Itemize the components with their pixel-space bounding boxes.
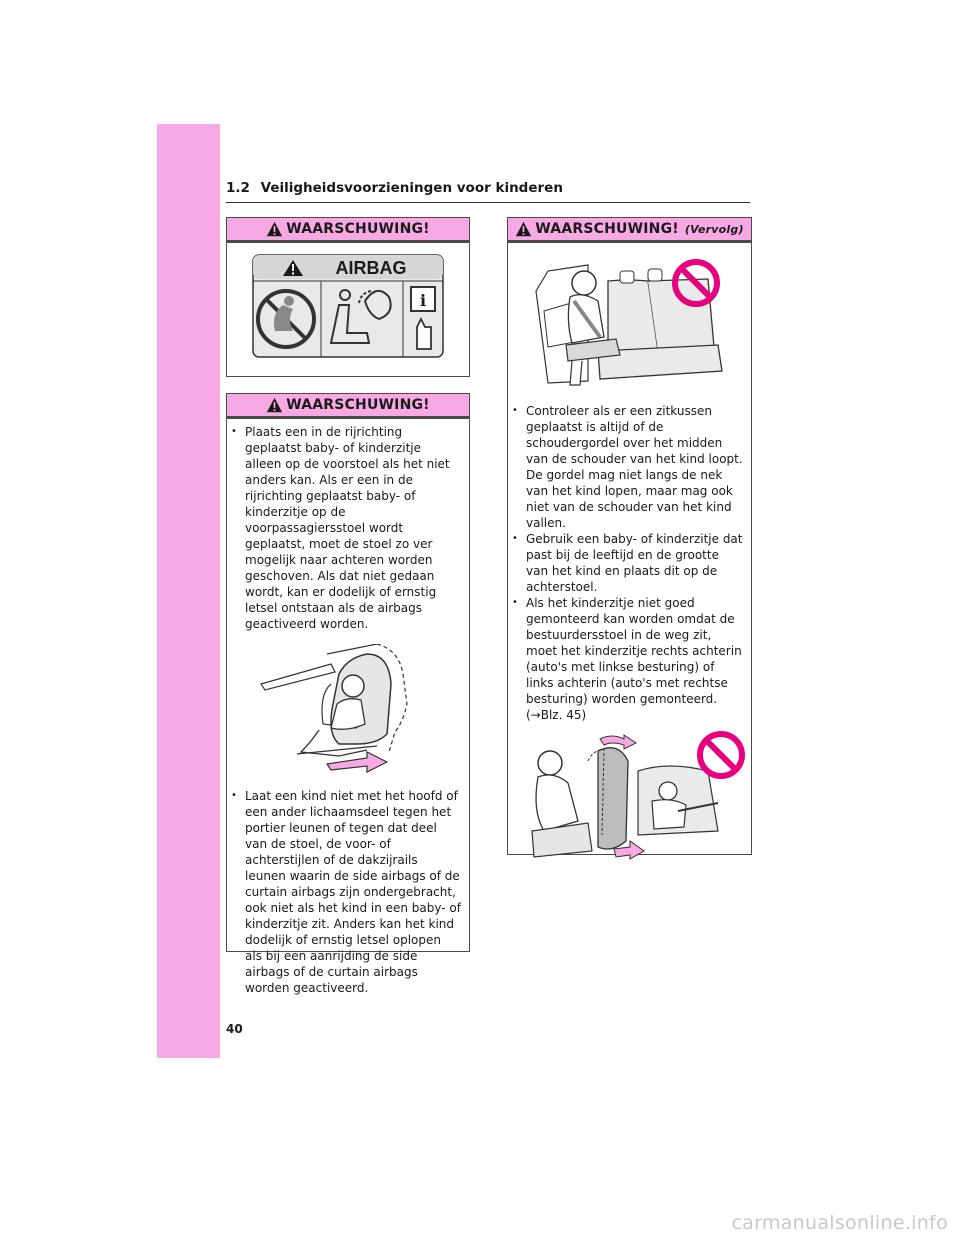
warning-triangle-icon [266,221,283,238]
warning-box-airbag [226,217,470,377]
list-item [510,595,743,723]
section-number: 1.2 [226,180,250,196]
svg-text:i: i [419,291,427,310]
booster-seat-illustration [508,251,751,391]
list-item [510,531,743,595]
warning-box-continued [507,217,752,855]
warning-triangle-icon [266,397,283,414]
section-header [226,180,750,203]
list-item [510,403,743,531]
continued-label: (Vervolg) [684,222,744,236]
bullet-text: • Laat een kind niet met het hoofd of een ander lichaamsdeel tegen het portier leunen of tegen dat deel van de stoel, de voor- of achterstijlen of de dakzijrails leunen waarin de side airbags of de curtain airbags zijn ondergebracht, ook niet als het kind in een baby- of kinderzitje zit. Anders kan het kind dodelijk of ernstig letsel oplopen als bij een aanrijding de side airbags of de curtain airbags worden geactiveerd. [245,789,461,995]
bullet-text: • Gebruik een baby- of kinderzitje dat past bij de leeftijd en de grootte van het kind en plaats dit op de achterstoel. [526,532,743,594]
watermark: carmanualsonline.info [731,1212,948,1234]
chapter-side-tab [157,124,220,1058]
bullet-text: • Als het kinderzitje niet goed gemonteerd kan worden omdat de bestuurdersstoel in de weg zit, moet het kinderzitje rechts achterin (auto's met linkse besturing) of links achterin (auto's met rechtse besturing) worden gemonteerd. (→Blz. 45) [526,596,742,722]
bullet-text: • Plaats een in de rijrichting geplaatst baby- of kinderzitje alleen op de voorstoel als het niet anders kan. Als er een in de rijrichting geplaatst baby- of kinderzitje op de voorpassagiersstoel wordt geplaatst, moet de stoel zo ver mogelijk naar achteren worden geschoven. Als dat niet gedaan wordt, kan er dodelijk of ernstig letsel ontstaan als de airbags geactiveerd worden. [245,425,450,631]
warning-header [227,394,469,417]
warning-title: WAARSCHUWING! [286,221,430,237]
driver-seat-child-seat-illustration [508,731,751,861]
airbag-label-text: AIRBAG [335,258,407,278]
warning-triangle-icon [515,221,532,238]
child-seat-front-illustration [227,644,469,774]
list-item [229,424,461,632]
airbag-warning-label-illustration [227,253,469,363]
bullet-text: • Controleer als er een zitkussen geplaatst is altijd of de schoudergordel over het midden van de schouder van het kind loopt. De gordel mag niet langs de nek van het kind lopen, maar mag ook niet van de schouder van het kind vallen. [526,404,743,530]
warning-header [227,218,469,241]
warning-header [508,218,751,241]
warning-title: WAARSCHUWING! [535,221,679,237]
list-item [229,788,461,996]
section-title: Veiligheidsvoorzieningen voor kinderen [260,180,563,196]
page-number: 40 [226,1022,243,1036]
warning-title: WAARSCHUWING! [286,397,430,413]
warning-box-front-seat [226,393,470,995]
